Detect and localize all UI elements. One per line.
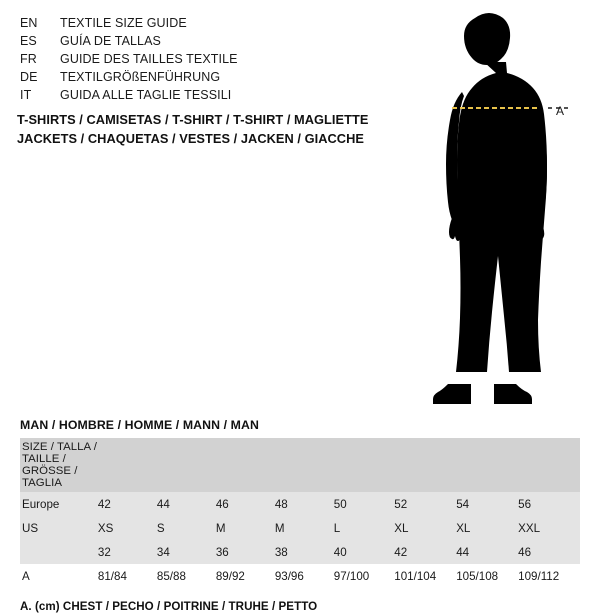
row-cell: M <box>274 521 285 535</box>
row-cell: XL <box>456 521 471 535</box>
table-header-spacer <box>394 438 456 492</box>
row-cell: 48 <box>274 497 288 511</box>
table-row <box>20 564 580 588</box>
table-header-spacer <box>334 438 394 492</box>
row-cell: 93/96 <box>274 569 304 583</box>
row-cell: 46 <box>215 497 229 511</box>
table-row <box>20 492 580 516</box>
language-code: EN <box>20 16 38 30</box>
language-title: GUIDA ALLE TAGLIE TESSILI <box>60 88 232 102</box>
language-title: TEXTILE SIZE GUIDE <box>60 16 187 30</box>
row-cell: 101/104 <box>394 569 437 583</box>
language-title: GUIDE DES TAILLES TEXTILE <box>60 52 238 66</box>
language-code: IT <box>20 88 32 102</box>
table-group-title: MAN / HOMBRE / HOMME / MANN / MAN <box>20 418 259 432</box>
category-tshirts: T-SHIRTS / CAMISETAS / T-SHIRT / T-SHIRT / MAGLIETTE <box>17 112 369 127</box>
table-header-spacer <box>275 438 334 492</box>
row-cell: 81/84 <box>97 569 127 583</box>
row-cell: 97/100 <box>333 569 370 583</box>
row-cell: 34 <box>156 545 170 559</box>
language-title: TEXTILGRÖßENFÜHRUNG <box>60 70 221 84</box>
row-cell: 32 <box>97 545 111 559</box>
table-footnote: A. (cm) CHEST / PECHO / POITRINE / TRUHE / PETTO <box>20 600 318 613</box>
table-header-label: SIZE / TALLA / TAILLE / GRÖSSE / TAGLIA <box>22 441 97 489</box>
row-cell: S <box>156 521 165 535</box>
row-label: US <box>22 521 39 535</box>
table-row <box>20 540 580 564</box>
row-cell: 42 <box>394 545 408 559</box>
row-cell: 85/88 <box>156 569 186 583</box>
table-header-spacer <box>157 438 216 492</box>
language-row <box>20 16 380 34</box>
language-code: ES <box>20 34 37 48</box>
language-code: DE <box>20 70 38 84</box>
row-cell: 52 <box>394 497 408 511</box>
size-table-section <box>20 418 580 613</box>
row-cell: 44 <box>456 545 470 559</box>
table-row <box>20 516 580 540</box>
row-cell: 40 <box>333 545 347 559</box>
table-header-spacer <box>518 438 580 492</box>
row-cell: XXL <box>518 521 541 535</box>
row-label: A <box>22 569 30 583</box>
row-cell: L <box>333 521 341 535</box>
row-cell: 46 <box>518 545 532 559</box>
garment-categories <box>17 110 397 148</box>
row-cell: XL <box>394 521 409 535</box>
row-cell: 38 <box>274 545 288 559</box>
table-header-row <box>20 438 580 492</box>
language-list <box>20 16 380 106</box>
callout-label-a: A <box>556 104 565 118</box>
row-cell: 109/112 <box>518 569 560 583</box>
table-header-spacer <box>216 438 275 492</box>
table-header-spacer <box>98 438 157 492</box>
language-title: GUÍA DE TALLAS <box>60 34 161 48</box>
row-cell: 56 <box>518 497 532 511</box>
language-row <box>20 70 380 88</box>
row-cell: 105/108 <box>456 569 499 583</box>
row-cell: 42 <box>97 497 111 511</box>
row-label <box>20 540 98 564</box>
row-cell: 54 <box>456 497 470 511</box>
row-label: Europe <box>22 497 60 511</box>
category-jackets: JACKETS / CHAQUETAS / VESTES / JACKEN / GIACCHE <box>17 131 364 146</box>
language-code: FR <box>20 52 37 66</box>
language-row <box>20 52 380 70</box>
row-cell: M <box>215 521 226 535</box>
language-row <box>20 88 380 106</box>
row-cell: 50 <box>333 497 347 511</box>
male-silhouette-icon <box>400 8 600 408</box>
row-cell: 36 <box>215 545 229 559</box>
size-table <box>20 438 580 588</box>
language-row <box>20 34 380 52</box>
table-header-spacer <box>456 438 518 492</box>
body-figure <box>400 8 600 408</box>
row-cell: 44 <box>156 497 170 511</box>
row-cell: 89/92 <box>215 569 245 583</box>
row-cell: XS <box>97 521 114 535</box>
